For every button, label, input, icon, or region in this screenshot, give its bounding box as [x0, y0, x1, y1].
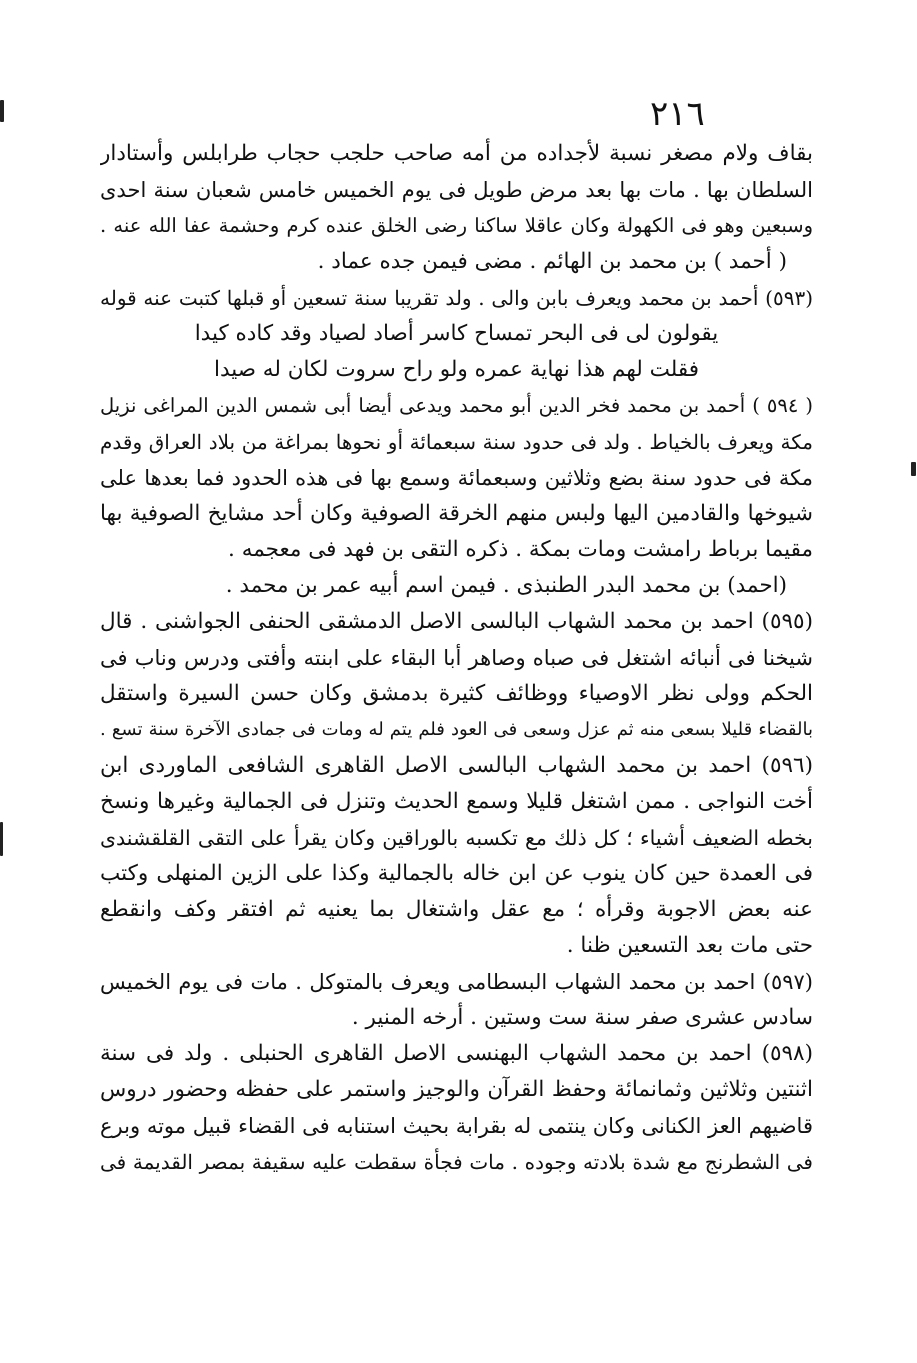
text-line: مكة ويعرف بالخياط . ولد فى حدود سنة سبعمائة أو نحوها بمراغة من بلاد العراق وقدم — [100, 430, 813, 454]
text-line: الحكم وولى نظر الاوصياء ووظائف كثيرة بدمشق وكان حسن السيرة واستقل — [100, 681, 813, 706]
text-line: فى الشطرنج مع شدة بلادته وجوده . مات فجأة سقطت عليه سقيفة بمصر القديمة فى — [100, 1150, 813, 1174]
page-number: ٢١٦ — [650, 94, 705, 134]
entry-cross-reference: ( أحمد ) بن محمد بن الهائم . مضى فيمن جده عماد . — [317, 249, 787, 274]
entry-597-heading: (٥٩٧) احمد بن محمد الشهاب البسطامى ويعرف بالمتوكل . مات فى يوم الخميس — [100, 970, 813, 994]
text-line: شيخنا فى أنبائه اشتغل فى صباه وصاهر أبا البقاء على ابنته وأفتى ودرس وناب فى — [100, 646, 813, 670]
text-line: مكة فى حدود سنة بضع وثلاثين وسبعمائة وسمع بها فى هذه الحدود فما بعدها على — [100, 466, 813, 490]
text-line: اثنتين وثلاثين وثمانمائة وحفظ القرآن والوجيز واستمر على حفظه وحضور دروس — [100, 1077, 813, 1102]
entry-595-heading: (٥٩٥) احمد بن محمد الشهاب البالسى الاصل الدمشقى الحنفى الجواشنى . قال — [100, 609, 813, 634]
text-line: أخت النواجى . ممن اشتغل قليلا وسمع الحديث وتنزل فى الجمالية وغيرها ونسخ — [100, 789, 813, 814]
text-line: مقيما برباط رامشت ومات بمكة . ذكره التقى بن فهد فى معجمه . — [228, 537, 813, 562]
right-edge-mark — [911, 462, 916, 476]
entry-598-heading: (٥٩٨) احمد بن محمد الشهاب البهنسى الاصل القاهرى الحنبلى . ولد فى سنة — [100, 1041, 813, 1066]
text-line: حتى مات بعد التسعين ظنا . — [566, 933, 813, 958]
text-line: وسبعين وهو فى الكهولة وكان عاقلا ساكنا رضى الخلق عنده كرم وحشمة عفا الله عنه . — [100, 214, 813, 237]
entry-cross-reference: (احمد) بن محمد البدر الطنبذى . فيمن اسم أبيه عمر بن محمد . — [225, 573, 787, 598]
text-line: السلطان بها . مات بها بعد مرض طويل فى يوم الخميس خامس شعبان سنة احدى — [100, 178, 813, 202]
text-line: عنه بعض الاجوبة وقرأه ؛ مع عقل واشتغال بما يعنيه ثم افتقر وكف وانقطع — [100, 897, 813, 922]
text-line: شيوخها والقادمين اليها ولبس منهم الخرقة الصوفية وكان أحد مشايخ الصوفية بها — [100, 501, 813, 526]
text-line: قاضيهم العز الكنانى وكان ينتمى له بقرابة بحيث استنابه فى القضاء قبيل موته وبرع — [100, 1114, 813, 1138]
text-line: بخطه الضعيف أشياء ؛ كل ذلك مع تكسبه بالوراقين وكان يقرأ على التقى القلقشندى — [100, 826, 813, 850]
text-line: بالقضاء قليلا بسعى منه ثم عزل وسعى فى العود فلم يتم له ومات فى جمادى الآخرة سنة تسع . — [100, 719, 813, 740]
left-edge-mark-lower — [0, 822, 3, 856]
left-edge-mark — [0, 100, 4, 122]
entry-596-heading: (٥٩٦) احمد بن محمد الشهاب البالسى الاصل القاهرى الشافعى الماوردى ابن — [100, 753, 813, 778]
text-line: فى العمدة حين كان ينوب عن ابن خاله بالجمالية وكذا على الزين المنهلى وكتب — [100, 861, 813, 886]
text-line: بقاف ولام مصغر نسبة لأجداده من أمه صاحب حلجب حجاب طرابلس وأستادار — [100, 141, 813, 166]
verse-line: فقلت لهم هذا نهاية عمره ولو راح سروت لكان له صيدا — [213, 357, 700, 382]
entry-594-heading: ( ٥٩٤ ) أحمد بن محمد فخر الدين أبو محمد ويدعى أيضا أبى شمس الدين المراغى نزيل — [100, 394, 813, 417]
body-text — [100, 136, 813, 1180]
verse-line: يقولون لى فى البحر تمساح كاسر أصاد لصياد وقد كاده كيدا — [194, 321, 719, 346]
entry-593-heading: (٥٩٣) أحمد بن محمد ويعرف بابن والى . ولد تقريبا سنة تسعين أو قبلها كتبت عنه قوله — [100, 286, 813, 310]
text-line: سادس عشرى صفر سنة ست وستين . أرخه المنير . — [351, 1005, 813, 1030]
